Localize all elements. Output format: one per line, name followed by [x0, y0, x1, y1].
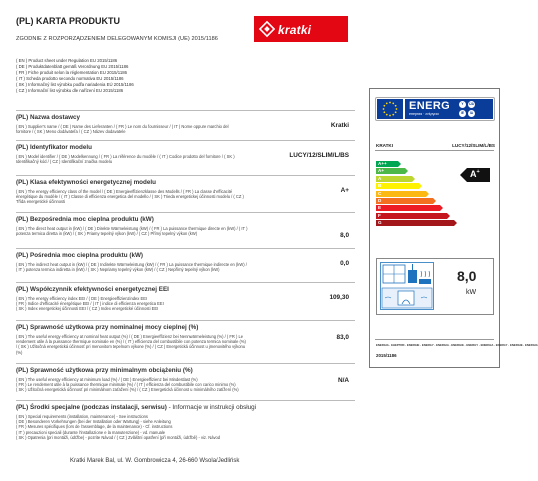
section-value: A+ [340, 187, 349, 194]
description-line: ( SK ) Opatrenia (pri montáži, údržbe) - pozrite Návod / ( CZ ) Zvláštní opatření (při montáži, údržbě) - viz. Návod [16, 434, 221, 440]
label-regulation: 2015/1186 [376, 353, 397, 358]
energ-dot-1: Y [459, 101, 466, 108]
description-line: ( IT ) precauzioni speciali (durante l'installazione e la manutenzione) - vd. manuale [16, 429, 166, 435]
energ-subtitle: енергия · ενέργεια [409, 112, 439, 116]
eu-star [386, 114, 388, 116]
efficiency-bar [376, 205, 440, 211]
logo-text: kratki [278, 23, 312, 37]
section-divider [16, 320, 355, 321]
section-value: 83,0 [336, 334, 349, 341]
section-value: 8,0 [340, 232, 349, 239]
energ-dot-2: IJA [469, 102, 474, 106]
description-line: fornitore / ( SK ) Meno dodávateľa / ( CZ ) Název dodavatele [16, 129, 126, 135]
section-divider [16, 175, 355, 176]
eu-star [396, 108, 398, 110]
section-description [16, 377, 316, 393]
description-line: / ( SK ) Užitočná energetická účinnosť pri menovitom tepelnom výkone (%) / ( CZ ) Energetická účinnost u jmenovitého výkonu [16, 344, 246, 350]
supplier-address: Kratki Marek Bal, ul. W. Gombrowicza 4, 26-660 Wsola/Jedlińsk [70, 458, 240, 464]
section-heading-text: (PL) Nazwa dostawcy [16, 114, 81, 121]
description-line: ( FR ) Indice d'efficacité énergétique EEI / ( IT ) indice di efficienza energetica EEI [16, 301, 164, 307]
language-line: ( IT ) Scheda prodotto secondo normativa EU 2015/1186 [16, 76, 124, 82]
section-heading-text: (PL) Identyfikator modelu [16, 144, 92, 151]
description-line: (%) [16, 349, 23, 355]
section-divider [16, 248, 355, 249]
efficiency-bar-label: A [378, 175, 382, 181]
section-divider [16, 282, 355, 283]
description-line: ( EN ) The energy efficiency class of the model / ( DE ) Energieeffizienzklasse des Modells / ( FR ) La classe d'efficacité [16, 189, 233, 194]
heat-output-value: 8,0 [457, 268, 477, 284]
section-description [16, 226, 316, 236]
section-heading-text: (PL) Współczynnik efektywności energetycznej EEI [16, 286, 169, 293]
eu-stars-icon [377, 99, 403, 119]
description-line: rendement utile à la puissance thermique nominale en (%) / ( IT ) efficienza del combustibile con potenza termica nominale (%) [16, 339, 246, 345]
heat-output-box [376, 258, 494, 315]
energy-label [369, 88, 538, 368]
energ-title: ENERG [409, 100, 451, 112]
description-line: ( IT ) potenza termica indiretta in (kW) / ( SK ) Nepriamy tepelný výkon (kW) / ( CZ ) Nepřímý tepelný výkon (kW) [16, 267, 220, 273]
eu-star [386, 102, 388, 104]
efficiency-bar [376, 220, 454, 226]
section-description [16, 154, 316, 164]
section-heading-text: (PL) Klasa efektywności energetycznej modelu [16, 179, 156, 186]
efficiency-bar [376, 183, 419, 189]
eu-star [392, 102, 394, 104]
section-description [16, 296, 316, 312]
language-line: ( CZ ) Informační list výrobku dle nařízení EU 2015/1186 [16, 88, 124, 94]
efficiency-bar-shape [376, 213, 451, 219]
section-divider [16, 110, 355, 111]
section-description [16, 189, 316, 205]
efficiency-bar [376, 176, 412, 182]
efficiency-bar [376, 198, 433, 204]
eu-star [383, 111, 385, 113]
language-line: ( FR ) Fiche produit selon la réglementation EU 2015/1186 [16, 70, 127, 76]
eu-star [395, 111, 397, 113]
efficiency-bar-label: A+ [378, 168, 385, 174]
description-line: ( FR ) Le rendement utile à la puissance thermique minimale (%) / ( IT ) efficienza del combustibile con carico minimo (%) [16, 382, 236, 388]
section-heading-note: - Informacje w instrukcji obsługi [166, 404, 257, 411]
efficiency-bar [376, 161, 398, 167]
eu-star [389, 102, 391, 104]
description-line: ( EN ) Supplier's name / ( DE ) Name des Lieferanten / ( FR ) Le nom du fournisseur / ( IT ) Nome oppure marchio del [16, 124, 229, 129]
section-value: N/A [337, 377, 349, 384]
eu-star [383, 105, 385, 107]
energ-dot-3: IE [460, 111, 464, 115]
language-line: ( SK ) Informačný list výrobku podľa nariadenia EÚ 2015/1186 [16, 82, 134, 88]
description-line: ( DE ) Besonderen Vorkehrungen (bei der Installation oder Wartung) - siehe Anleitung [16, 419, 171, 425]
section-value: Kratki [330, 122, 349, 129]
efficiency-bar [376, 191, 426, 197]
stove-heat-icon [380, 262, 434, 310]
efficiency-bar [376, 168, 405, 174]
section-divider [16, 363, 355, 364]
efficiency-bar-shape [376, 183, 423, 189]
section-heading-text: (PL) Sprawność użytkowa przy nominalnej mocy cieplnej (%) [16, 324, 199, 331]
efficiency-bar-label: A++ [378, 161, 387, 166]
description-line: ( EN ) The useful energy efficiency at minimum load (%) / ( DE ) Energieeffizienz bei Mindestlast (%) [16, 377, 198, 382]
page-title: (PL) KARTA PRODUKTU [16, 16, 120, 26]
language-line: ( EN ) Product sheet under Regulation EU 2015/1186 [16, 58, 118, 63]
label-divider-bottom [375, 339, 494, 340]
section-heading [16, 179, 156, 186]
section-heading [16, 114, 80, 121]
eu-star [389, 115, 391, 117]
section-description [16, 414, 316, 440]
description-line: Třída energetické účinnosti [16, 199, 66, 205]
section-value: 109,30 [329, 294, 349, 301]
description-line: ( SK ) Užitočná energetická účinnosť pri minimálnom zaťažení (%) / ( CZ ) Energetická účinnost u minimálního zatížení (%) [16, 387, 239, 393]
efficiency-bar-label: B [378, 183, 382, 189]
kratki-logo [254, 16, 348, 42]
section-divider [16, 400, 355, 401]
section-heading-text: (PL) Pośrednia moc cieplna produktu (kW) [16, 252, 143, 259]
label-model: LUCY/12/SLIM/L/BS [452, 143, 495, 148]
heat-output-unit: kW [466, 289, 477, 296]
section-heading [16, 367, 193, 374]
language-list [16, 58, 134, 95]
section-heading [16, 324, 198, 331]
section-heading-text: (PL) Środki specjalne (podczas instalacji, serwisu) [16, 404, 167, 411]
efficiency-bar-label: C [378, 190, 382, 196]
section-divider [16, 212, 355, 213]
efficiency-bar-shape [376, 220, 458, 226]
section-divider [16, 140, 355, 141]
efficiency-bar-shape [376, 205, 444, 211]
energ-dot-4: IA [469, 111, 474, 115]
efficiency-bar-label: G [378, 220, 382, 226]
section-heading [16, 286, 169, 293]
label-energy-languages: ENERGIA · ЕНЕРГИЯ · ENERGIE · ENERGY · ENERGIA · ENERGIE · ENERGY · ENERGIA · ENERGY · ENERGIE · ENERGIA [376, 343, 538, 347]
section-value: 0,0 [340, 260, 349, 267]
label-brand: KRATKI [376, 143, 394, 148]
efficiency-bar-shape [376, 176, 416, 182]
description-line: ( FR ) Mesures spécifiques (lors de l'assemblage, de la maintenance) - Cf. instructions [16, 424, 173, 430]
efficiency-bar [376, 213, 447, 219]
class-indicator [460, 168, 490, 182]
description-line: énergétique du modèle / ( IT ) Classe di efficienza energetica del modello / ( SK ) Trieda energetickej účinnosti modelu / ( CZ ) [16, 194, 244, 200]
efficiency-bar-label: D [378, 198, 382, 203]
efficiency-bar-label: E [378, 205, 382, 211]
section-heading-text: (PL) Sprawność użytkowa przy minimalnym obciążeniu (%) [16, 367, 193, 374]
description-line: ( SK ) Index energetickej účinnosti EEI / ( CZ ) Index energetické účinnosti EEI [16, 306, 159, 312]
eu-star [392, 114, 394, 116]
description-line: Identifikačný kód / ( CZ ) Identifikační značka modelu [16, 159, 113, 165]
label-divider [375, 150, 494, 151]
section-description [16, 334, 316, 355]
efficiency-bar-shape [376, 191, 430, 197]
section-description [16, 124, 316, 134]
energ-banner [405, 99, 493, 119]
kratki-logo-icon [260, 22, 274, 36]
section-value: LUCY/12/SLIM/L/BS [289, 152, 349, 159]
section-heading [16, 252, 143, 259]
class-indicator-text: A+ [470, 169, 480, 179]
description-line: ( EN ) The energy efficiency index EEI / ( DE ) Energieeffizienzindex EEI [16, 296, 148, 301]
energy-label-header [375, 97, 495, 121]
section-heading [16, 216, 154, 223]
description-line: potenza termica diretta in (kW) / ( SK ) Priamy tepelný výkon (kW) / ( CZ ) Přímý tepelný výkon (kW) [16, 231, 198, 237]
eu-star [395, 105, 397, 107]
description-line: ( EN ) The useful energy efficiency at nominal heat output (%) / ( DE ) Energieeffizienz bei Nennwärmeleistung (%) / ( FR ) Le [16, 334, 244, 339]
description-line: ( EN ) The direct heat output in (kW) / ( DE ) Direkte Wärmeleistung (kW) / ( FR ) La puissance thermique directe en (kW) / ( IT ) [16, 226, 248, 231]
description-line: ( EN ) Special requirements (installation, maintenance) - See instructions [16, 414, 148, 419]
section-heading [16, 404, 256, 411]
efficiency-bar-label: F [378, 212, 381, 218]
section-description [16, 262, 316, 272]
description-line: ( EN ) The indirect heat output in (kW) / ( DE ) Indirekte Wärmeleistung (kW) / ( FR ) La puissance thermique indirecte en (kW) / [16, 262, 247, 267]
section-heading [16, 144, 92, 151]
page-subtitle: ZGODNIE Z ROZPORZĄDZENIEM DELEGOWANYM KOMISJI (UE) 2015/1186 [16, 36, 218, 42]
efficiency-bar-shape [376, 198, 437, 204]
section-heading-text: (PL) Bezpośrednia moc cieplna produktu (kW) [16, 216, 154, 223]
eu-flag [377, 99, 403, 119]
language-line: ( DE ) Produktdatenblatt gemäß Verordnung EU 2015/1186 [16, 64, 129, 70]
eu-star [383, 108, 385, 110]
description-line: ( EN ) Model identifier / ( DE ) Modelkennung / ( FR ) La référence du modèle / ( IT ) Codice prodotto del fornitore / ( SK ) [16, 154, 235, 159]
